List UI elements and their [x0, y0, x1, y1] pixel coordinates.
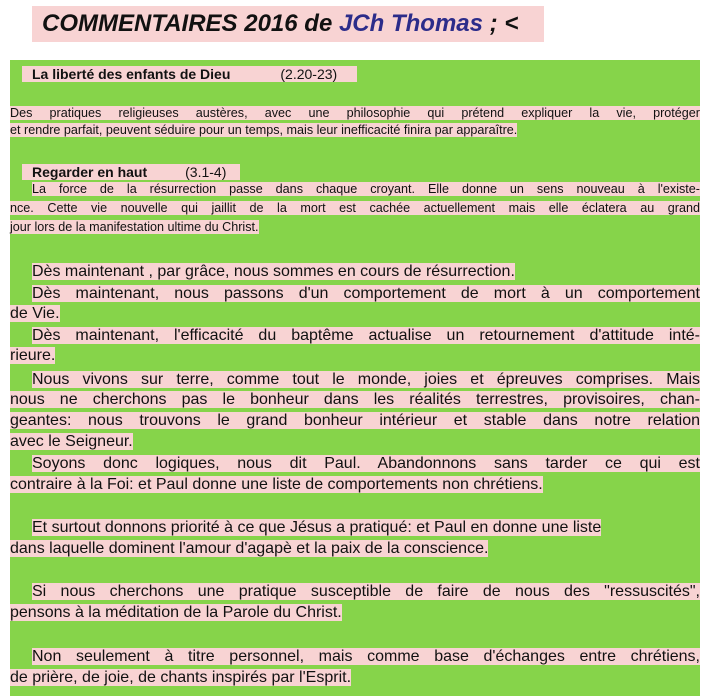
- para1-line-1: Dès maintenant , par grâce, nous sommes en cours de résurrection.: [32, 263, 515, 280]
- para2-line-2: de Vie.: [10, 305, 60, 322]
- para7-line-2: pensons à la méditation de la Parole du Christ.: [10, 604, 342, 621]
- section2-heading-line: [22, 163, 240, 181]
- section1-line-1: Des pratiques religieuses austères, avec une philosophie qui prétend expliquer la vie, protéger: [10, 106, 700, 120]
- para5-line-1: Soyons donc logiques, nous dit Paul. Abandonnons sans tarder ce qui est: [32, 455, 700, 472]
- section2-ref: (3.1-4): [157, 164, 240, 180]
- para7-line-1: Si nous cherchons une pratique susceptible de faire de nous des "ressuscités",: [32, 583, 700, 600]
- section2-line-1: La force de la résurrection passe dans chaque croyant. Elle donne un sens nouveau à l'existe-: [32, 182, 700, 196]
- title-prefix: COMMENTAIRES 2016 de: [42, 10, 339, 37]
- para8-line-1: Non seulement à titre personnel, mais comme base d'échanges entre chrétiens,: [32, 648, 700, 665]
- para6-line-1: Et surtout donnons priorité à ce que Jésus a pratiqué: et Paul en donne une liste: [32, 519, 602, 536]
- title-suffix: ; <: [482, 10, 519, 37]
- para4-line-3: geantes: nous trouvons le grand bonheur intérieur et stable dans notre relation: [10, 412, 700, 429]
- para6-line-2: dans laquelle dominent l'amour d'agapè et la paix de la conscience.: [10, 540, 489, 557]
- section1-line-2: et rendre parfait, peuvent séduire pour un temps, mais leur inefficacité finira par apparaître.: [10, 123, 518, 137]
- para2-line-1: Dès maintenant, nous passons d'un comportement de mort à un comportement: [32, 285, 700, 302]
- section1-heading: La liberté des enfants de Dieu: [22, 66, 240, 82]
- para5-line-2: contraire à la Foi: et Paul donne une liste de comportements non chrétiens.: [10, 476, 543, 493]
- para3-line-2: rieure.: [10, 347, 56, 364]
- title-author: JCh Thomas: [338, 10, 483, 37]
- para8-line-2: de prière, de joie, de chants inspirés par l'Esprit.: [10, 669, 352, 686]
- para4-line-2: nous ne cherchons pas le bonheur dans les réalités terrestres, provisoires, chan-: [10, 391, 700, 408]
- section2-heading: Regarder en haut: [22, 164, 157, 180]
- section1-ref: (2.20-23): [240, 66, 357, 82]
- para4-line-4: avec le Seigneur.: [10, 433, 133, 450]
- document-title: [32, 6, 544, 42]
- para3-line-1: Dès maintenant, l'efficacité du baptême actualise un retournement d'attitude inté-: [32, 327, 700, 344]
- section1-heading-line: [22, 65, 357, 83]
- section2-line-2: nce. Cette vie nouvelle qui jaillit de la mort est cachée actuellement mais elle éclatera au grand: [10, 201, 700, 215]
- section2-line-3: jour lors de la manifestation ultime du Christ.: [10, 220, 259, 234]
- para4-line-1: Nous vivons sur terre, comme tout le monde, joies et épreuves comprises. Mais: [32, 371, 700, 388]
